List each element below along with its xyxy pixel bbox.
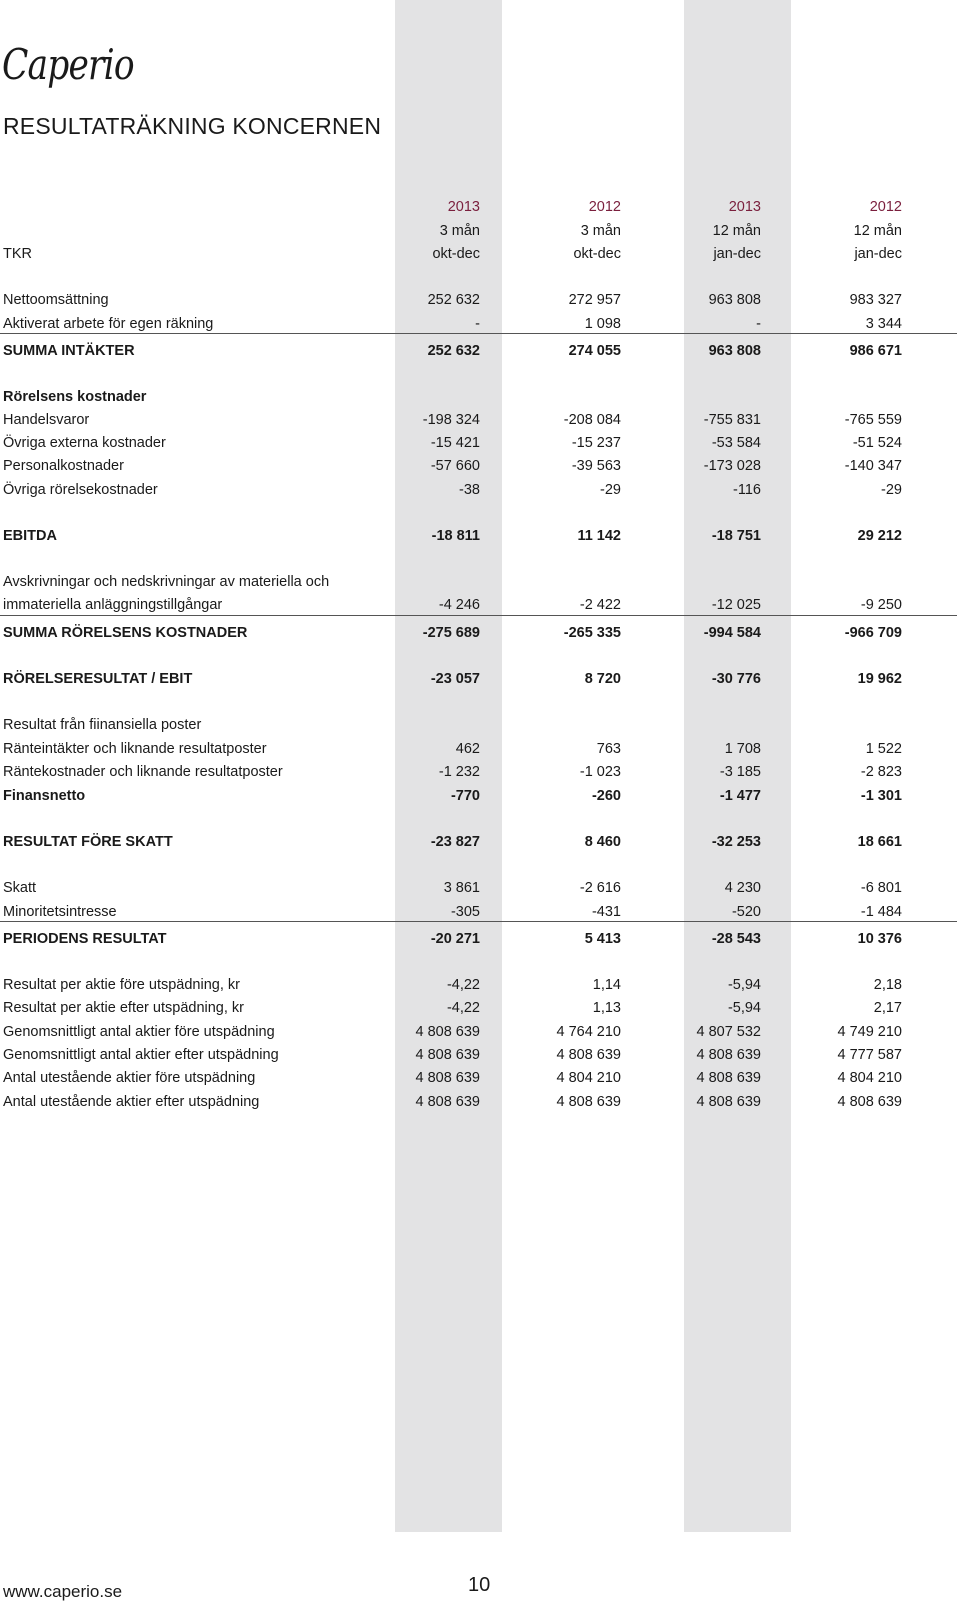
- row-label: Genomsnittligt antal aktier före utspädning: [3, 1024, 275, 1040]
- row-value-col-3: 4 230: [724, 880, 761, 896]
- row-value-col-4: -29: [881, 482, 902, 498]
- table-row: [0, 788, 957, 810]
- row-value-col-4: -966 709: [844, 625, 902, 641]
- table-row: [0, 764, 957, 786]
- row-value-col-2: -39 563: [571, 458, 621, 474]
- row-value-col-2: -260: [591, 788, 621, 804]
- table-row: [0, 528, 957, 550]
- row-value-col-1: -23 827: [430, 834, 480, 850]
- table-row: [0, 343, 957, 365]
- row-label: Minoritetsintresse: [3, 904, 117, 920]
- row-value-col-1: 4 808 639: [415, 1094, 480, 1110]
- row-value-col-4: 2,17: [873, 1000, 902, 1016]
- row-value-col-1: -4,22: [446, 977, 480, 993]
- row-value-col-4: -1 484: [860, 904, 902, 920]
- period-col-4: 12 mån: [853, 223, 902, 239]
- row-value-col-1: -20 271: [430, 931, 480, 947]
- table-row: [0, 1047, 957, 1069]
- table-row: [0, 435, 957, 457]
- table-row: [0, 574, 957, 596]
- row-label: Ränteintäkter och liknande resultatposter: [3, 741, 267, 757]
- table-row: [0, 1070, 957, 1092]
- row-value-col-1: 4 808 639: [415, 1024, 480, 1040]
- row-label: Personalkostnader: [3, 458, 124, 474]
- table-row: [0, 1024, 957, 1046]
- period-col-2: 3 mån: [580, 223, 621, 239]
- row-value-col-1: 4 808 639: [415, 1047, 480, 1063]
- period-col-3: 12 mån: [712, 223, 761, 239]
- row-value-col-2: -431: [591, 904, 621, 920]
- row-value-col-2: -2 422: [579, 597, 621, 613]
- table-row: [0, 482, 957, 504]
- row-value-col-1: -38: [459, 482, 480, 498]
- row-value-col-1: -4,22: [446, 1000, 480, 1016]
- row-value-col-1: -770: [450, 788, 480, 804]
- row-value-col-3: 963 808: [708, 343, 761, 359]
- table-row: [0, 931, 957, 953]
- row-value-col-2: 5 413: [584, 931, 621, 947]
- row-value-col-2: 1,14: [592, 977, 621, 993]
- row-value-col-1: 462: [455, 741, 480, 757]
- table-row: [0, 671, 957, 693]
- row-value-col-1: -198 324: [422, 412, 480, 428]
- caperio-logo: Caperio: [2, 40, 134, 89]
- row-value-col-1: 252 632: [427, 292, 480, 308]
- row-value-col-4: 4 777 587: [837, 1047, 902, 1063]
- row-value-col-2: 272 957: [568, 292, 621, 308]
- row-value-col-3: -30 776: [711, 671, 761, 687]
- row-value-col-2: 11 142: [577, 528, 621, 544]
- range-col-4: jan-dec: [854, 246, 902, 262]
- year-col-4: 2012: [869, 199, 902, 215]
- row-value-col-4: 10 376: [857, 931, 902, 947]
- total-divider-line: [0, 333, 957, 334]
- header-year-row: [0, 199, 957, 221]
- table-row: [0, 1094, 957, 1116]
- row-value-col-4: -9 250: [860, 597, 902, 613]
- row-label: Övriga externa kostnader: [3, 435, 166, 451]
- row-value-col-2: 4 808 639: [556, 1094, 621, 1110]
- row-value-col-2: 4 764 210: [556, 1024, 621, 1040]
- table-row: [0, 880, 957, 902]
- row-value-col-4: -6 801: [860, 880, 902, 896]
- row-value-col-2: 1,13: [592, 1000, 621, 1016]
- row-value-col-2: 763: [596, 741, 621, 757]
- page-number: 10: [468, 1574, 491, 1596]
- row-label: Resultat per aktie före utspädning, kr: [3, 977, 240, 993]
- row-label: Nettoomsättning: [3, 292, 109, 308]
- row-value-col-2: 8 720: [584, 671, 621, 687]
- row-label: Skatt: [3, 880, 37, 896]
- row-value-col-3: -12 025: [711, 597, 761, 613]
- table-row: [0, 458, 957, 480]
- row-value-col-1: -1 232: [438, 764, 480, 780]
- row-value-col-3: -28 543: [711, 931, 761, 947]
- row-value-col-4: 983 327: [849, 292, 902, 308]
- row-value-col-1: -15 421: [430, 435, 480, 451]
- row-value-col-1: -305: [450, 904, 480, 920]
- header-period-row: [0, 223, 957, 245]
- row-value-col-2: 4 808 639: [556, 1047, 621, 1063]
- range-col-2: okt-dec: [573, 246, 621, 262]
- row-value-col-4: -765 559: [844, 412, 902, 428]
- row-value-col-3: -3 185: [719, 764, 761, 780]
- row-value-col-3: 4 808 639: [696, 1070, 761, 1086]
- table-row: [0, 389, 957, 411]
- row-value-col-3: -173 028: [703, 458, 761, 474]
- row-label: immateriella anläggningstillgångar: [3, 597, 223, 613]
- row-value-col-4: 3 344: [865, 316, 902, 332]
- row-value-col-1: -23 057: [430, 671, 480, 687]
- year-col-1: 2013: [447, 199, 480, 215]
- row-value-col-3: 1 708: [724, 741, 761, 757]
- table-row: [0, 904, 957, 926]
- row-value-col-3: 963 808: [708, 292, 761, 308]
- row-value-col-4: 4 749 210: [837, 1024, 902, 1040]
- row-value-col-3: -: [756, 316, 761, 332]
- range-col-3: jan-dec: [713, 246, 761, 262]
- row-value-col-3: -18 751: [711, 528, 761, 544]
- row-value-col-2: -208 084: [563, 412, 621, 428]
- table-row: [0, 412, 957, 434]
- row-value-col-2: 4 804 210: [556, 1070, 621, 1086]
- row-value-col-3: -5,94: [727, 1000, 761, 1016]
- row-label: Rörelsens kostnader: [3, 389, 147, 405]
- row-label: Resultat per aktie efter utspädning, kr: [3, 1000, 244, 1016]
- table-row: [0, 625, 957, 647]
- table-row: [0, 834, 957, 856]
- row-label: SUMMA RÖRELSENS KOSTNADER: [3, 625, 248, 641]
- row-value-col-3: -116: [733, 482, 761, 498]
- year-col-2: 2012: [588, 199, 621, 215]
- row-value-col-1: 252 632: [427, 343, 480, 359]
- row-label: Räntekostnader och liknande resultatposter: [3, 764, 283, 780]
- row-label: Antal utestående aktier efter utspädning: [3, 1094, 260, 1110]
- row-label: Antal utestående aktier före utspädning: [3, 1070, 256, 1086]
- row-label: Resultat från fiinansiella poster: [3, 717, 202, 733]
- row-value-col-2: 274 055: [568, 343, 621, 359]
- row-label: PERIODENS RESULTAT: [3, 931, 167, 947]
- row-label: Finansnetto: [3, 788, 86, 804]
- row-value-col-2: -265 335: [563, 625, 621, 641]
- row-value-col-3: -755 831: [703, 412, 761, 428]
- table-row: [0, 977, 957, 999]
- footer-url: www.caperio.se: [3, 1582, 123, 1601]
- row-value-col-4: -1 301: [860, 788, 902, 804]
- year-col-3: 2013: [728, 199, 761, 215]
- period-col-1: 3 mån: [439, 223, 480, 239]
- row-label: RÖRELSERESULTAT / EBIT: [3, 671, 193, 687]
- row-label: Övriga rörelsekostnader: [3, 482, 158, 498]
- table-row: [0, 316, 957, 338]
- row-value-col-3: 4 808 639: [696, 1047, 761, 1063]
- row-label: EBITDA: [3, 528, 57, 544]
- table-row: [0, 717, 957, 739]
- row-value-col-4: 986 671: [849, 343, 902, 359]
- table-row: [0, 292, 957, 314]
- row-value-col-2: -29: [600, 482, 621, 498]
- row-label: Genomsnittligt antal aktier efter utspädning: [3, 1047, 279, 1063]
- row-value-col-2: 8 460: [584, 834, 621, 850]
- row-value-col-1: -: [475, 316, 480, 332]
- row-value-col-4: 4 804 210: [837, 1070, 902, 1086]
- table-row: [0, 741, 957, 763]
- row-label: Aktiverat arbete för egen räkning: [3, 316, 214, 332]
- row-value-col-4: 2,18: [873, 977, 902, 993]
- page-title: RESULTATRÄKNING KONCERNEN: [3, 113, 382, 139]
- row-label: Handelsvaror: [3, 412, 90, 428]
- row-label: SUMMA INTÄKTER: [3, 343, 135, 359]
- row-value-col-2: -1 023: [579, 764, 621, 780]
- row-value-col-4: 19 962: [857, 671, 902, 687]
- row-value-col-4: -140 347: [844, 458, 902, 474]
- row-value-col-1: -275 689: [422, 625, 480, 641]
- row-value-col-3: -32 253: [711, 834, 761, 850]
- row-value-col-3: -520: [731, 904, 761, 920]
- row-value-col-1: 4 808 639: [415, 1070, 480, 1086]
- row-value-col-4: -2 823: [860, 764, 902, 780]
- row-value-col-4: 4 808 639: [837, 1094, 902, 1110]
- row-value-col-3: -5,94: [727, 977, 761, 993]
- table-row: [0, 1000, 957, 1022]
- row-value-col-2: -15 237: [571, 435, 621, 451]
- header-range-row: [0, 246, 957, 268]
- total-divider-line: [0, 615, 957, 616]
- row-value-col-1: -4 246: [438, 597, 480, 613]
- row-value-col-4: 29 212: [857, 528, 902, 544]
- row-value-col-4: -51 524: [852, 435, 902, 451]
- range-col-1: okt-dec: [432, 246, 480, 262]
- row-value-col-2: 1 098: [584, 316, 621, 332]
- row-label: Avskrivningar och nedskrivningar av materiella och: [3, 574, 330, 590]
- row-value-col-1: -18 811: [431, 528, 480, 544]
- row-value-col-4: 1 522: [865, 741, 902, 757]
- row-value-col-3: 4 807 532: [696, 1024, 761, 1040]
- row-value-col-4: 18 661: [857, 834, 902, 850]
- total-divider-line: [0, 921, 957, 922]
- row-label: RESULTAT FÖRE SKATT: [3, 834, 173, 850]
- row-value-col-1: 3 861: [443, 880, 480, 896]
- row-value-col-3: -1 477: [719, 788, 761, 804]
- row-value-col-3: -994 584: [703, 625, 761, 641]
- row-value-col-2: -2 616: [579, 880, 621, 896]
- unit-label: TKR: [3, 246, 32, 262]
- row-value-col-3: 4 808 639: [696, 1094, 761, 1110]
- row-value-col-1: -57 660: [430, 458, 480, 474]
- row-value-col-3: -53 584: [711, 435, 761, 451]
